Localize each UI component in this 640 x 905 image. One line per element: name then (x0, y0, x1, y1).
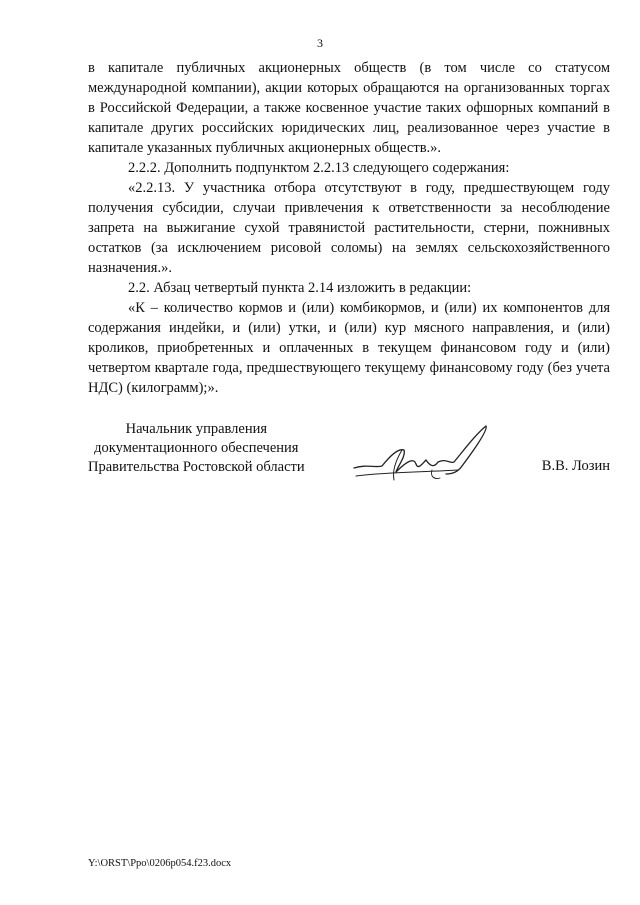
document-body (88, 58, 610, 398)
signatory-title (88, 420, 305, 477)
paragraph-2-2: 2.2. Абзац четвертый пункта 2.14 изложить в редакции: (128, 280, 472, 296)
paragraph-2-2-13: «2.2.13. У участника отбора отсутствуют в году, предшествующем году получения субсидии, случаи привлечения к ответственности за несоблюдение запрета на выжигание сухой травянистой растительности, стерни, пожнивных остатков (за исключением рисовой соломы) на землях сельскохозяйственного назначения.». (88, 180, 610, 276)
paragraph-formula-k: «К – количество кормов и (или) комбикормов, и (или) их компонентов для содержания индейки, и (или) утки, и (или) кур мясного направления, и (или) кроликов, приобретенных и оплаченных в текущем финансовом году и (или) четвертом квартале года, предшествующего текущему финансовому году (без учета НДС) (килограмм);». (88, 300, 610, 396)
paragraph-continuation: в капитале публичных акционерных обществ (в том числе со статусом международной компании), акции которых обращаются на организованных торгах в Российской Федерации, а также косвенное участие таких офшорных компаний в капитале других российских юридических лиц, реализованное через участие в капитале указанных публичных акционерных обществ.». (88, 60, 610, 156)
footer-file-path: Y:\ORST\Ppo\0206p054.f23.docx (88, 858, 232, 869)
signatory-title-line-2: документационного обеспечения (94, 440, 299, 456)
signatory-title-line-3: Правительства Ростовской области (88, 459, 305, 475)
signatory-name: В.В. Лозин (541, 458, 610, 474)
paragraph-2-2-2: 2.2.2. Дополнить подпунктом 2.2.13 следующего содержания: (128, 160, 510, 176)
signature-block (88, 420, 610, 500)
page-number: 3 (317, 36, 323, 50)
signatory-title-line-1: Начальник управления (125, 421, 268, 437)
handwritten-signature (346, 420, 496, 490)
